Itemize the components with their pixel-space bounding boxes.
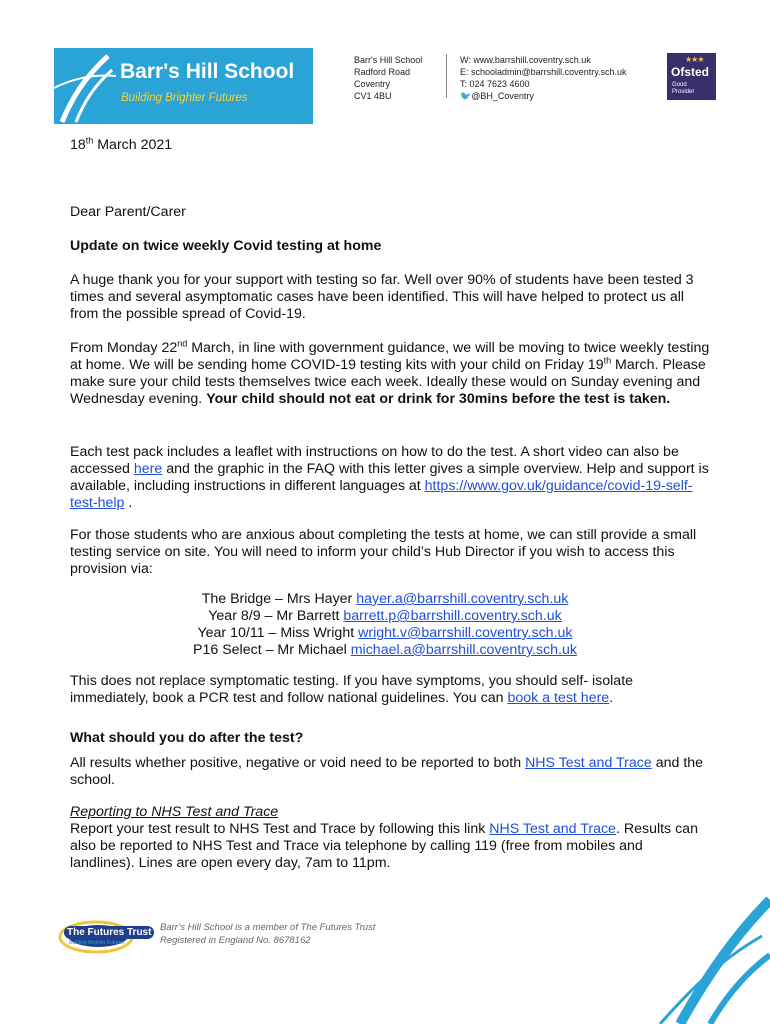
letter-heading: Update on twice weekly Covid testing at home [70, 238, 382, 254]
logo-school-name: Barr's Hill School [120, 60, 295, 83]
contact-line: Year 10/11 – Miss Wright wright.v@barrshill.coventry.sch.uk [197, 625, 573, 641]
ofsted-title: Ofsted [671, 65, 710, 79]
letter-date: 18th March 2021 [70, 135, 173, 153]
email-link[interactable]: hayer.a@barrshill.coventry.sch.uk [356, 591, 569, 607]
nhs-test-trace-link[interactable]: NHS Test and Trace [525, 755, 652, 771]
hub-director-contacts [70, 591, 700, 659]
section-heading-after-test: What should you do after the test? [70, 730, 304, 746]
phone-line: T: 024 7623 4600 [460, 79, 530, 89]
school-address [354, 54, 422, 102]
school-logo [54, 48, 313, 124]
paragraph-report-results: All results whether positive, negative or void need to be reported to both NHS Test and Trace and the school. [70, 755, 704, 788]
logo-tagline: Building Brighter Futures [121, 92, 248, 104]
paragraph-symptomatic: This does not replace symptomatic testing. If you have symptoms, you should self- isolate immediately, book a PCR test and follow national guidelines. You can book a test here. [70, 673, 634, 706]
paragraph-anxious-students: For those students who are anxious about completing the tests at home, we can still provide a small testing service on site. You will need to inform your child’s Hub Director if you wish to access this provision via: [70, 527, 697, 577]
subheading-reporting: Reporting to NHS Test and Trace [70, 804, 279, 820]
contact-line: P16 Select – Mr Michael michael.a@barrshill.coventry.sch.uk [193, 642, 577, 658]
footer-line-2: Registered in England No. 8678162 [160, 934, 311, 946]
book-test-link[interactable]: book a test here [507, 690, 610, 706]
paragraph-testing-schedule: From Monday 22nd March, in line with government guidance, we will be moving to twice weekly testing at home. We will be sending home COVID-19 testing kits with your child on Friday 19th March. Please make sure your child tests themselves twice each week. Ideally these would on Sunday evening and Wednesday evening. Your child should not eat or drink for 30mins before the test is taken. [70, 338, 710, 407]
paragraph-nhs-reporting: Report your test result to NHS Test and Trace by following this link NHS Test and Trace. Results can also be reported to NHS Test and Trace via telephone by calling 119 (free from mobiles and landlines). Lines are open every day, 7am to 11pm. [70, 821, 698, 871]
address-line: Barr's Hill School [354, 55, 423, 65]
trust-tagline: Building Brighter Futures [69, 940, 125, 946]
footer-legal [160, 922, 375, 947]
ofsted-stars-icon: ★★★ [685, 55, 704, 64]
email-link[interactable]: wright.v@barrshill.coventry.sch.uk [358, 625, 573, 641]
address-line: Radford Road [354, 67, 411, 77]
address-line: Coventry [354, 79, 391, 89]
address-line: CV1 4BU [354, 91, 392, 101]
website-line: W: www.barrshill.coventry.sch.uk [460, 55, 591, 65]
nhs-test-trace-link[interactable]: NHS Test and Trace [489, 821, 616, 837]
contact-line: The Bridge – Mrs Hayer hayer.a@barrshill.coventry.sch.uk [201, 591, 569, 607]
futures-trust-logo [56, 918, 152, 956]
decorative-swoosh-icon [650, 880, 770, 1024]
twitter-line: 🐦@BH_Coventry [460, 91, 534, 101]
header-divider [446, 54, 447, 98]
email-line: E: schooladmin@barrshill.coventry.sch.uk [460, 67, 627, 77]
paragraph-instructions: Each test pack includes a leaflet with instructions on how to do the test. A short video can also be accessed here and the graphic in the FAQ with this letter gives a simple overview. Help and support is available, including instructions in different languages at https://www.gov.uk/guidance/covid-19-self-test-help . [70, 444, 709, 511]
ofsted-grade: Good Provider [672, 82, 695, 95]
email-link[interactable]: barrett.p@barrshill.coventry.sch.uk [343, 608, 562, 624]
trust-name: The Futures Trust [64, 926, 154, 939]
school-contact [460, 54, 627, 102]
contact-line: Year 8/9 – Mr Barrett barrett.p@barrshill.coventry.sch.uk [208, 608, 562, 624]
email-link[interactable]: michael.a@barrshill.coventry.sch.uk [350, 642, 577, 658]
video-link[interactable]: here [133, 461, 163, 477]
footer-line-1: Barr’s Hill School is a member of The Futures Trust [160, 922, 376, 933]
ofsted-badge [667, 53, 716, 100]
paragraph-thanks: A huge thank you for your support with testing so far. Well over 90% of students have been tested 3 times and several asymptomatic cases have been identified. This will have helped to protect us all from the possible spread of Covid-19. [70, 272, 694, 322]
salutation: Dear Parent/Carer [70, 204, 186, 220]
gov-guidance-link[interactable]: https://www.gov.uk/guidance/covid-19-self-test-help [70, 478, 693, 511]
twitter-icon: 🐦 [460, 91, 472, 101]
